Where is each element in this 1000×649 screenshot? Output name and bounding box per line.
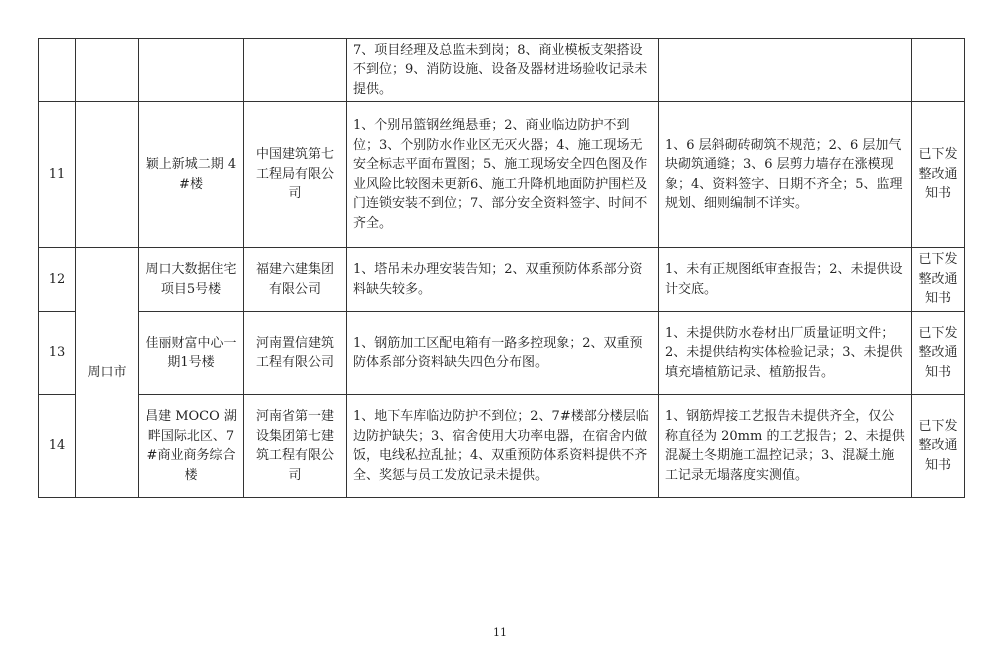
- project-name-cell: [139, 39, 244, 102]
- quality-issues-cell: 1、未提供防水卷材出厂质量证明文件；2、未提供结构实体检验记录；3、未提供填充墙植筋记录、植筋报告。: [659, 312, 912, 395]
- row-number-cell: 11: [39, 102, 76, 248]
- construction-unit-cell: 福建六建集团有限公司: [244, 248, 347, 312]
- construction-unit-cell: [244, 39, 347, 102]
- construction-unit-cell: 河南省第一建设集团第七建筑工程有限公司: [244, 395, 347, 498]
- table-row: [39, 248, 965, 312]
- safety-issues-cell: 1、钢筋加工区配电箱有一路多控现象；2、双重预防体系部分资料缺失四色分布图。: [347, 312, 659, 395]
- safety-issues-cell: 1、个别吊篮钢丝绳悬垂；2、商业临边防护不到位；3、个别防水作业区无灭火器；4、施工现场无安全标志平面布置图；5、施工现场安全四色图及作业风险比较图未更新6、施工升降机地面防护围栏及门连锁安装不到位；7、部分安全资料签字、时间不齐全。: [347, 102, 659, 248]
- row-number-cell: 12: [39, 248, 76, 312]
- table-row: [39, 395, 965, 498]
- safety-issues-cell: 1、塔吊未办理安装告知；2、双重预防体系部分资料缺失较多。: [347, 248, 659, 312]
- project-name-cell: 周口大数据住宅项目5号楼: [139, 248, 244, 312]
- project-name-cell: 佳丽财富中心一期1号楼: [139, 312, 244, 395]
- table-row: [39, 39, 965, 102]
- construction-unit-cell: 中国建筑第七工程局有限公司: [244, 102, 347, 248]
- safety-issues-cell: 7、项目经理及总监未到岗；8、商业模板支架搭设不到位；9、消防设施、设备及器材进场验收记录未提供。: [347, 39, 659, 102]
- table-row: [39, 312, 965, 395]
- project-name-cell: 颖上新城二期 4#楼: [139, 102, 244, 248]
- row-number-cell: 14: [39, 395, 76, 498]
- quality-issues-cell: 1、未有正规图纸审查报告；2、未提供设计交底。: [659, 248, 912, 312]
- row-number-cell: 13: [39, 312, 76, 395]
- quality-issues-cell: 1、钢筋焊接工艺报告未提供齐全，仅公称直径为 20mm 的工艺报告；2、未提供混凝土冬期施工温控记录；3、混凝土施工记录无塌落度实测值。: [659, 395, 912, 498]
- handling-result-cell: [912, 39, 965, 102]
- city-cell: 周口市: [76, 248, 139, 498]
- handling-result-cell: 已下发整改通知书: [912, 102, 965, 248]
- handling-result-cell: 已下发整改通知书: [912, 312, 965, 395]
- handling-result-cell: 已下发整改通知书: [912, 395, 965, 498]
- row-number-cell: [39, 39, 76, 102]
- inspection-table: [38, 38, 965, 498]
- quality-issues-cell: 1、6 层斜砌砖砌筑不规范；2、6 层加气块砌筑通缝；3、6 层剪力墙存在涨模现象；4、资料签字、日期不齐全；5、监理规划、细则编制不详实。: [659, 102, 912, 248]
- city-cell-blank: [76, 39, 139, 102]
- quality-issues-cell: [659, 39, 912, 102]
- handling-result-cell: 已下发整改通知书: [912, 248, 965, 312]
- city-cell-blank: [76, 102, 139, 248]
- page-number: 11: [493, 626, 507, 639]
- construction-unit-cell: 河南置信建筑工程有限公司: [244, 312, 347, 395]
- project-name-cell: 昌建 MOCO 湖畔国际北区、7#商业商务综合楼: [139, 395, 244, 498]
- table-row: [39, 102, 965, 248]
- safety-issues-cell: 1、地下车库临边防护不到位；2、7#楼部分楼层临边防护缺失；3、宿舍使用大功率电器，在宿舍内做饭，电线私拉乱扯；4、双重预防体系资料提供不齐全、奖惩与员工发放记录未提供。: [347, 395, 659, 498]
